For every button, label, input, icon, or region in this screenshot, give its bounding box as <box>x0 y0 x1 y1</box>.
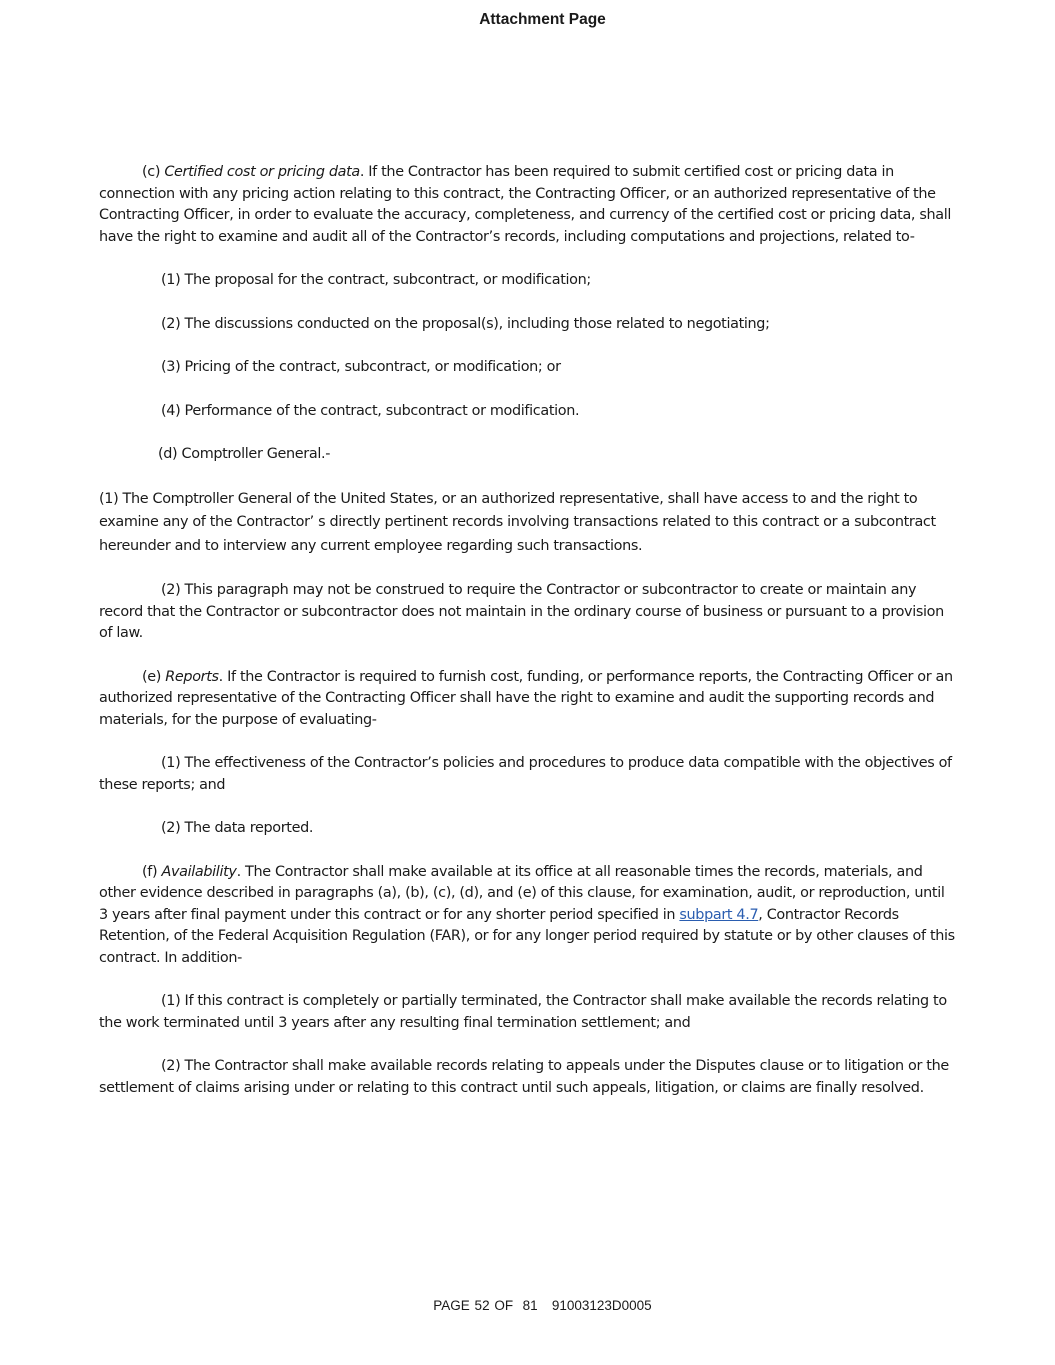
page-footer: PAGE 52 OF 81 91003123D0005 <box>433 1298 652 1313</box>
paragraph-f-text-before-link: . The Contractor shall make available at its office at all reasonable times the records, materials, and other evidence described in paragraphs (a), (b), (c), (d), and (e) of this clause, for examination, audit, or reproduction, until 3 years after final payment under this contract or for any shorter period specified in <box>99 863 945 923</box>
paragraph-c-item-3: (3) Pricing of the contract, subcontract, or modification; or <box>161 359 561 375</box>
paragraph-e-text: . If the Contractor is required to furnish cost, funding, or performance reports, the Contracting Officer or an authorized representative of the Contracting Officer shall have the right to examine and audit the supporting records and materials, for the purpose of evaluating- <box>99 668 953 728</box>
paragraph-f-heading: Availability <box>161 863 237 880</box>
paragraph-f-1: (1) If this contract is completely or partially terminated, the Contractor shall make available the records relating to the work terminated until 3 years after any resulting final termination settlement; and <box>99 993 947 1031</box>
subpart-4-7-link[interactable]: subpart 4.7 <box>679 906 759 923</box>
paragraph-f-prefix: (f) <box>142 863 162 880</box>
paragraph-d-1: (1) The Comptroller General of the United States, or an authorized representative, shall have access to and the right to examine any of the Contractor’ s directly pertinent records involving transactions related to this contract or a subcontract hereunder and to interview any current employee regarding such transactions. <box>99 490 936 554</box>
paragraph-c-item-1: (1) The proposal for the contract, subcontract, or modification; <box>161 272 591 288</box>
paragraph-e <box>99 667 955 732</box>
paragraph-d-2: (2) This paragraph may not be construed to require the Contractor or subcontractor to create or maintain any record that the Contractor or subcontractor does not maintain in the ordinary course of business or pursuant to a provision of law. <box>99 582 944 641</box>
paragraph-e-2: (2) The data reported. <box>161 820 314 836</box>
paragraph-f-text-after-link: , Contractor Records Retention, of the Federal Acquisition Regulation (FAR), or for any longer period required by statute or by other clauses of this contract. In addition- <box>99 906 955 966</box>
paragraph-c-text: . If the Contractor has been required to submit certified cost or pricing data in connection with any pricing action relating to this contract, the Contracting Officer, or an authorized representative of the Contracting Officer, in order to evaluate the accuracy, completeness, and currency of the certified cost or pricing data, shall have the right to examine and audit all of the Contractor’s records, including computations and projections, related to- <box>99 164 952 245</box>
paragraph-e-heading: Reports <box>165 668 219 685</box>
paragraph-d-heading: (d) Comptroller General.- <box>158 446 331 462</box>
document-body <box>99 162 955 1121</box>
paragraph-c <box>99 162 955 248</box>
paragraph-e-1: (1) The effectiveness of the Contractor’s policies and procedures to produce data compatible with the objectives of these reports; and <box>99 755 952 793</box>
paragraph-c-prefix: (c) <box>142 164 165 180</box>
page-header-title: Attachment Page <box>479 11 606 28</box>
paragraph-c-item-4: (4) Performance of the contract, subcontract or modification. <box>161 402 580 419</box>
paragraph-f <box>99 862 955 970</box>
paragraph-c-item-2: (2) The discussions conducted on the proposal(s), including those related to negotiating; <box>161 315 770 332</box>
paragraph-e-prefix: (e) <box>142 668 166 685</box>
paragraph-f-2: (2) The Contractor shall make available records relating to appeals under the Disputes clause or to litigation or the settlement of claims arising under or relating to this contract until such appeals, litigation, or claims are finally resolved. <box>99 1058 949 1096</box>
paragraph-c-heading: Certified cost or pricing data <box>164 164 360 180</box>
